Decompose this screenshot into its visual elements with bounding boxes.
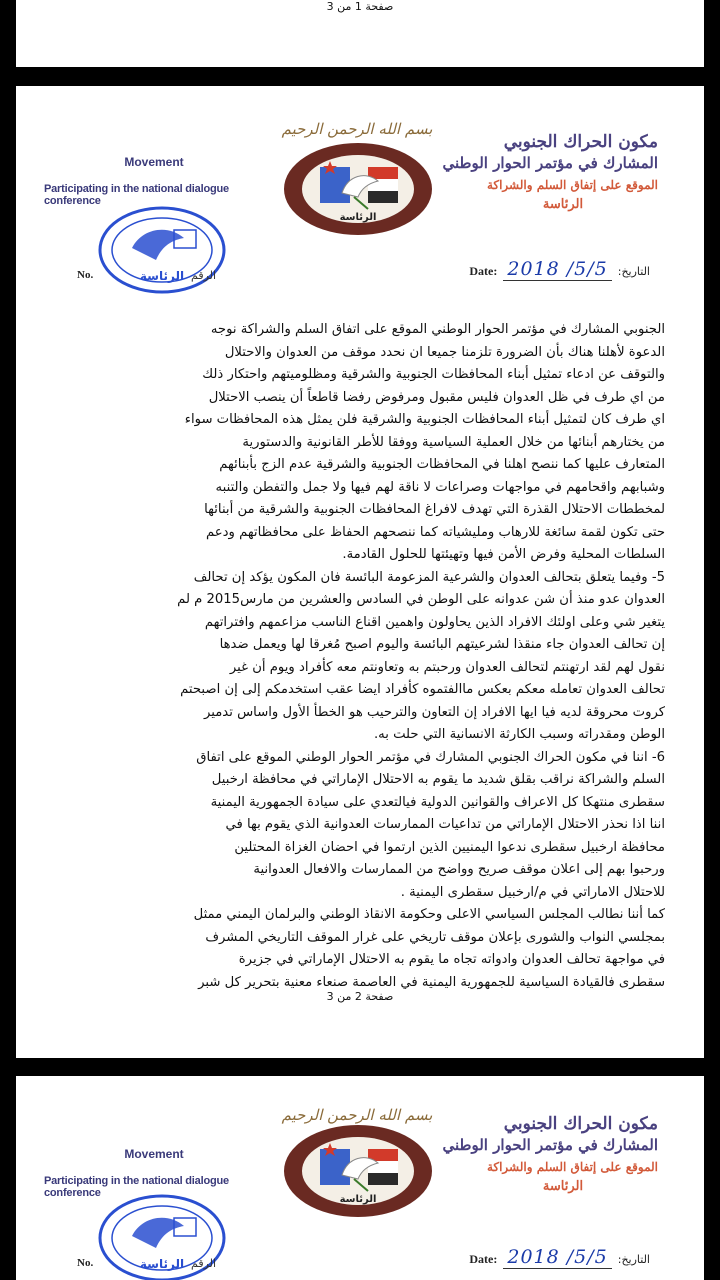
basmala-calligraphy: بسم الله الرحمن الرحيم [281,120,433,138]
body-text-line: اننا اذا نحذر الاحتلال الإماراتي من تداعيات الممارسات العدوانية الذي يقوم بها في [225,817,665,832]
body-text-line: للاحتلال الاماراتي في م/ارخبيل سقطرى اليمنية . [400,884,665,900]
document-page-2 [16,86,704,1058]
body-text-line: سقطرى فالقيادة السياسية للجمهورية اليمنية في العاصمة صنعاء معنية بتحرير كل شبر [198,974,665,990]
letter-body [110,319,665,994]
date-row [469,1246,650,1269]
organization-logo [282,1123,434,1219]
body-text-line: بمجلسي النواب والشورى بإعلان موقف تاريخي على غرار الموقف التاريخي المشرف [205,929,665,945]
body-text-line: تحالف العدوان تعامله معكم بعكس ماالفتموه كأفراد ايضا عقب استخدمكم إلى إن اصبحتم [180,682,665,697]
body-text-line: وشبابهم واقحامهم في مواجهات وصراعات لا ناقة لهم فيها ولا جمل والتفطن والتنبه [215,479,665,495]
stamp-label: الرئاسة [139,269,185,283]
body-text-line: من اي طرف في ظل العدوان فليس مقبول ومرفوض رفضا قاطعاً أن ينصب الاحتلال [208,389,665,405]
stamp-label: الرئاسة [139,1257,185,1271]
org-subtitle-en: Participating in the national dialogue conference [44,183,229,207]
body-text-line: الجنوبي المشارك في مؤتمر الحوار الوطني الموقع على اتفاق السلم والشراكة نوجه [210,322,665,337]
org-name-en: Movement [124,155,184,169]
body-text-line: نقول لهم لقد ارتهنتم لتحالف العدوان ورحبتم به وتعاونتم معه كأفراد ويوم أن غير [229,659,665,675]
body-text-line: 5- وفيما يتعلق بتحالف العدوان والشرعية المزعومة البائسة فان المكون يؤكد إن تحالف [193,569,665,585]
body-text-line: العدوان عدو منذ أن شن عدوانه على الوطن في السادس والعشرين من مارس2015 م لم [177,592,665,607]
body-text-line: كما أننا نطالب المجلس السياسي الاعلى وحكومة الانقاذ الوطني والبرلمان اليمني ممثل [193,907,665,922]
body-text-line: والتوقف عن ادعاء تمثيل أبناء المحافظات الجنوبية والشرقية ومظلوميتهم واحتكار ذلك [202,367,665,382]
page-footer: صفحة 2 من 3 [326,990,394,1003]
organization-logo [282,141,434,237]
reference-number-label: No. [77,269,94,281]
body-text-line: ورحبوا بهم إلى اعلان موقف صريح وواضح من الممارسات والافعال العدوانية [253,862,665,877]
reference-number-label-ar: الرقم [191,1257,217,1270]
letterhead-arabic [428,132,658,212]
body-text-line: في مواجهة تحالف العدوان وادواته تجاه ما يقوم به الاحتلال الإماراتي في جزيرة [238,952,665,967]
letterhead-english [44,155,264,207]
reference-number-label-ar: الرقم [191,269,217,282]
body-text-line: الدعوة لأهلنا هناك بأن الضرورة تلزمنا جميعا ان نحدد موقف من العدوان والاحتلال [224,344,665,360]
date-label-en: Date: [469,1252,498,1266]
org-name-ar: مكون الحراك الجنوبي [503,1114,658,1134]
body-text-line: حتى تكون لقمة سائغة للارهاب وملیشیاته كما ننصحهم الحفاظ على محافظاتهم ودعم [206,524,665,540]
page-footer: صفحة 1 من 3 [326,0,394,13]
body-text-line: محافظة ارخبيل سقطرى ندعوا اليمنيين الذين ارتموا في احضان الغزاة المحتلين [234,839,665,855]
body-text-line: من يختارهم أبنائها من خلال العملية السياسية ووفقا للأطر القانونية والدستورية [242,434,665,450]
org-presidency-ar: الرئاسة [542,1179,584,1194]
reference-number-label: No. [77,1257,94,1269]
body-text-line: اي طرف كان لتمثيل أبناء المحافظات الجنوبية والشرقية فلن يمثل هذه المحافظات سواء [184,412,665,427]
document-page-3 [16,1076,704,1280]
body-text-line: 6- اننا في مكون الحراك الجنوبي المشارك في مؤتمر الحوار الوطني الموقع على اتفاق [196,749,665,765]
body-text-line: المتعارف عليها كما ننصح اهلنا في المحافظات الجنوبية والشرقية عدم الزج بأبنائهم [219,457,665,472]
org-presidency-ar: الرئاسة [542,197,584,212]
body-text-line: سقطرى منتهكا كل الاعراف والقوانين الدولية فيالتعدي على سيادة الجمهورية اليمنية [210,794,665,810]
org-agreement-ar: الموقع على إتفاق السلم والشراكة [486,178,658,192]
logo-label: الرئاسة [339,212,377,223]
date-value-handwritten: 2018 /5/5 [503,1246,611,1269]
date-label-ar: التاريخ: [617,1253,650,1266]
date-value-handwritten: 2018 /5/5 [503,258,611,281]
org-name-en: Movement [124,1147,184,1161]
basmala-calligraphy: بسم الله الرحمن الرحيم [281,1106,433,1124]
body-text-line: إن تحالف العدوان جاء منقذا لشرعيتهم البائسة واليوم اصبح مُغرقا لها ويعمل ضدها [219,637,665,652]
body-text-line: كروت محروقة لديه فيا ايها الافراد إن التعاون والترحيب هو الخطأ الأول واساس تدمير [203,704,665,720]
body-text-line: يتغير شي وعلى اولئك الافراد الذين يحاولون واهمين اقناع الناسب مزاعمهم وافتراتهم [204,614,665,630]
document-page-1 [16,0,704,67]
logo-label: الرئاسة [339,1194,377,1205]
org-subtitle-ar: المشارك في مؤتمر الحوار الوطني [442,1136,658,1154]
org-agreement-ar: الموقع على إتفاق السلم والشراكة [486,1160,658,1174]
date-label-en: Date: [469,264,498,278]
date-label-ar: التاريخ: [617,265,650,278]
official-stamp [96,204,228,296]
body-text-line: لمخططات الاحتلال القذرة التي تهدف لافراغ المحافظات الجنوبية والشرقية من أبنائها [204,502,665,517]
date-row [469,258,650,281]
body-text-line: الوطن ومقدراته وسبب الكارثة الانسانية التي حلت به. [373,727,665,742]
body-text-line: السلطات المحلية وفرض الأمن فيها وتهيئتها للحلول القادمة. [342,547,665,562]
letterhead-arabic [428,1114,658,1194]
body-text-line: السلم والشراكة نراقب بقلق شديد ما يقوم به الاحتلال الإماراتي في محافظة ارخبيل [211,772,665,787]
org-name-ar: مكون الحراك الجنوبي [503,132,658,152]
org-subtitle-en: Participating in the national dialogue conference [44,1175,229,1199]
org-subtitle-ar: المشارك في مؤتمر الحوار الوطني [442,154,658,172]
